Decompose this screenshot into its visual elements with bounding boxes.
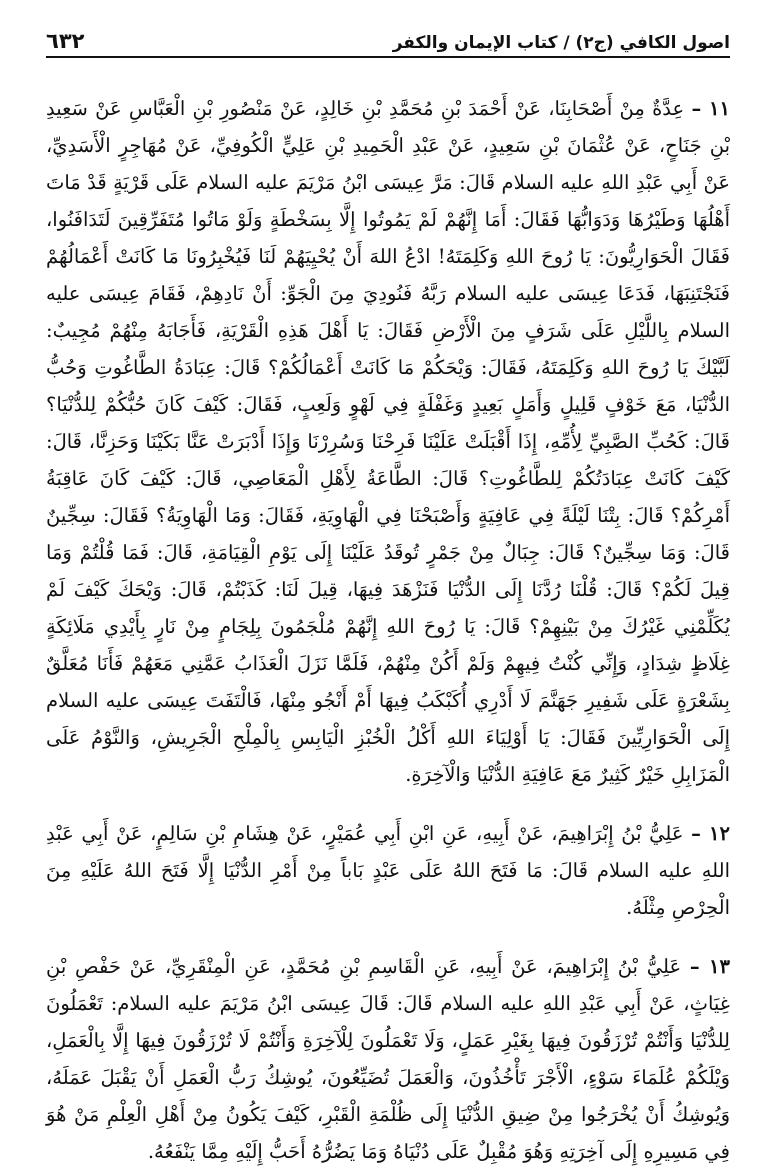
hadith-number: ١١ – [691, 97, 730, 120]
hadith-number: ١٣ – [689, 955, 730, 978]
hadith-text: عَلِيُّ بْنُ إِبْرَاهِيمَ، عَنْ أَبِيهِ، عَنِ ابْنِ أَبِي عُمَيْرٍ، عَنْ هِشَامِ بْنِ سَالِمٍ، عَنْ أَبِي عَبْدِ اللهِ عليه السلام قَالَ: مَا فَتَحَ اللهُ عَلَى عَبْدٍ بَاباً مِنْ أَمْرِ الدُّنْيَا إِلَّا فَتَحَ اللهُ عَلَيْهِ مِنَ الْحِرْصِ مِثْلَهُ. [46, 822, 730, 919]
page-body [46, 90, 730, 1170]
page-number: ٦٣٢ [46, 29, 85, 53]
running-title: اصول الكافي (ج٢) / كتاب الإيمان والكفر [392, 33, 730, 53]
hadith-number: ١٢ – [691, 822, 730, 845]
hadith-text: عَلِيُّ بْنُ إِبْرَاهِيمَ، عَنْ أَبِيهِ، عَنِ الْقَاسِمِ بْنِ مُحَمَّدٍ، عَنِ الْمِنْقَرِيِّ، عَنْ حَفْصِ بْنِ غِيَاثٍ، عَنْ أَبِي عَبْدِ اللهِ عليه السلام قَالَ: قَالَ عِيسَى ابْنُ مَرْيَمَ عليه السلام: تَعْمَلُونَ لِلدُّنْيَا وَأَنْتُمْ تُرْزَقُونَ فِيهَا بِغَيْرِ عَمَلٍ، وَلَا تَعْمَلُونَ لِلْآخِرَةِ وَأَنْتُمْ لَا تُرْزَقُونَ فِيهَا إِلَّا بِالْعَمَلِ، وَيْلَكُمْ عُلَمَاءَ سَوْءٍ، الْأَجْرَ تَأْخُذُونَ، وَالْعَمَلَ تُضَيِّعُونَ، يُوشِكُ رَبُّ الْعَمَلِ أَنْ يَقْبَلَ عَمَلَهُ، وَيُوشِكُ أَنْ يُخْرَجُوا مِنْ ضِيقِ الدُّنْيَا إِلَى ظُلْمَةِ الْقَبْرِ، كَيْفَ يَكُونُ مِنْ أَهْلِ الْعِلْمِ مَنْ هُوَ فِي مَسِيرِهِ إِلَى آخِرَتِهِ وَهُوَ مُقْبِلٌ عَلَى دُنْيَاهُ وَمَا يَضُرُّهُ أَحَبُّ إِلَيْهِ مِمَّا يَنْفَعُهُ. [46, 955, 730, 1163]
hadith-12 [46, 815, 730, 926]
page-header [46, 18, 730, 58]
hadith-11 [46, 90, 730, 793]
hadith-13 [46, 948, 730, 1170]
hadith-text: عِدَّةٌ مِنْ أَصْحَابِنَا، عَنْ أَحْمَدَ بْنِ مُحَمَّدِ بْنِ خَالِدٍ، عَنْ مَنْصُورِ بْنِ الْعَبَّاسِ عَنْ سَعِيدِ بْنِ جَنَاحٍ، عَنْ عُثْمَانَ بْنِ سَعِيدٍ، عَنْ عَبْدِ الْحَمِيدِ بْنِ عَلِيٍّ الْكُوفِيِّ، عَنْ مُهَاجِرٍ الْأَسَدِيِّ، عَنْ أَبِي عَبْدِ اللهِ عليه السلام قَالَ: مَرَّ عِيسَى ابْنُ مَرْيَمَ عليه السلام عَلَى قَرْيَةٍ قَدْ مَاتَ أَهْلُهَا وَطَيْرُهَا وَدَوَابُّهَا فَقَالَ: أَمَا إِنَّهُمْ لَمْ يَمُوتُوا إِلَّا بِسَخْطَةٍ وَلَوْ مَاتُوا مُتَفَرِّقِينَ لَتَدَافَنُوا، فَقَالَ الْحَوَارِيُّونَ: يَا رُوحَ اللهِ وَكَلِمَتَهُ! ادْعُ اللهَ أَنْ يُحْيِيَهُمْ لَنَا فَيُخْبِرُونَا مَا كَانَتْ أَعْمَالُهُمْ فَنَجْتَنِبَهَا، فَدَعَا عِيسَى عليه السلام رَبَّهُ فَنُودِيَ مِنَ الْجَوِّ: أَنْ نَادِهِمْ، فَقَامَ عِيسَى عليه السلام بِاللَّيْلِ عَلَى شَرَفٍ مِنَ الْأَرْضِ فَقَالَ: يَا أَهْلَ هَذِهِ الْقَرْيَةِ، فَأَجَابَهُ مِنْهُمْ مُجِيبٌ: لَبَّيْكَ يَا رُوحَ اللهِ وَكَلِمَتَهُ، فَقَالَ: وَيْحَكُمْ مَا كَانَتْ أَعْمَالُكُمْ؟ قَالَ: عِبَادَةُ الطَّاغُوتِ وَحُبُّ الدُّنْيَا، مَعَ خَوْفٍ قَلِيلٍ وَأَمَلٍ بَعِيدٍ وَغَفْلَةٍ فِي لَهْوٍ وَلَعِبٍ، فَقَالَ: كَيْفَ كَانَ حُبُّكُمْ لِلدُّنْيَا؟ قَالَ: كَحُبِّ الصَّبِيِّ لِأُمِّهِ، إِذَا أَقْبَلَتْ عَلَيْنَا فَرِحْنَا وَسُرِرْنَا وَإِذَا أَدْبَرَتْ عَنَّا بَكَيْنَا وَحَزِنَّا، قَالَ: كَيْفَ كَانَتْ عِبَادَتُكُمْ لِلطَّاغُوتِ؟ قَالَ: الطَّاعَةُ لِأَهْلِ الْمَعَاصِي، قَالَ: كَيْفَ كَانَ عَاقِبَةُ أَمْرِكُمْ؟ قَالَ: بِتْنَا لَيْلَةً فِي عَافِيَةٍ وَأَصْبَحْنَا فِي الْهَاوِيَةِ، فَقَالَ: وَمَا الْهَاوِيَةُ؟ فَقَالَ: سِجِّينٌ قَالَ: وَمَا سِجِّينٌ؟ قَالَ: جِبَالٌ مِنْ جَمْرٍ تُوقَدُ عَلَيْنَا إِلَى يَوْمِ الْقِيَامَةِ، قَالَ: فَمَا قُلْتُمْ وَمَا قِيلَ لَكُمْ؟ قَالَ: قُلْنَا رُدَّنَا إِلَى الدُّنْيَا فَنَزْهَدَ فِيهَا، قِيلَ لَنَا: كَذَبْتُمْ، قَالَ: وَيْحَكَ كَيْفَ لَمْ يُكَلِّمْنِي غَيْرُكَ مِنْ بَيْنِهِمْ؟ قَالَ: يَا رُوحَ اللهِ إِنَّهُمْ مُلْجَمُونَ بِلِجَامٍ مِنْ نَارٍ بِأَيْدِي مَلَائِكَةٍ غِلَاظٍ شِدَادٍ، وَإِنِّي كُنْتُ فِيهِمْ وَلَمْ أَكُنْ مِنْهُمْ، فَلَمَّا نَزَلَ الْعَذَابُ عَمَّنِي مَعَهُمْ فَأَنَا مُعَلَّقٌ بِشَعْرَةٍ عَلَى شَفِيرِ جَهَنَّمَ لَا أَدْرِي أُكَبْكَبُ فِيهَا أَمْ أَنْجُو مِنْهَا، فَالْتَفَتَ عِيسَى عليه السلام إِلَى الْحَوَارِيِّينَ فَقَالَ: يَا أَوْلِيَاءَ اللهِ أَكْلُ الْخُبْزِ الْيَابِسِ بِالْمِلْحِ الْجَرِيشِ، وَالنَّوْمُ عَلَى الْمَزَابِلِ خَيْرٌ كَثِيرٌ مَعَ عَافِيَةِ الدُّنْيَا وَالْآخِرَةِ. [46, 97, 730, 786]
